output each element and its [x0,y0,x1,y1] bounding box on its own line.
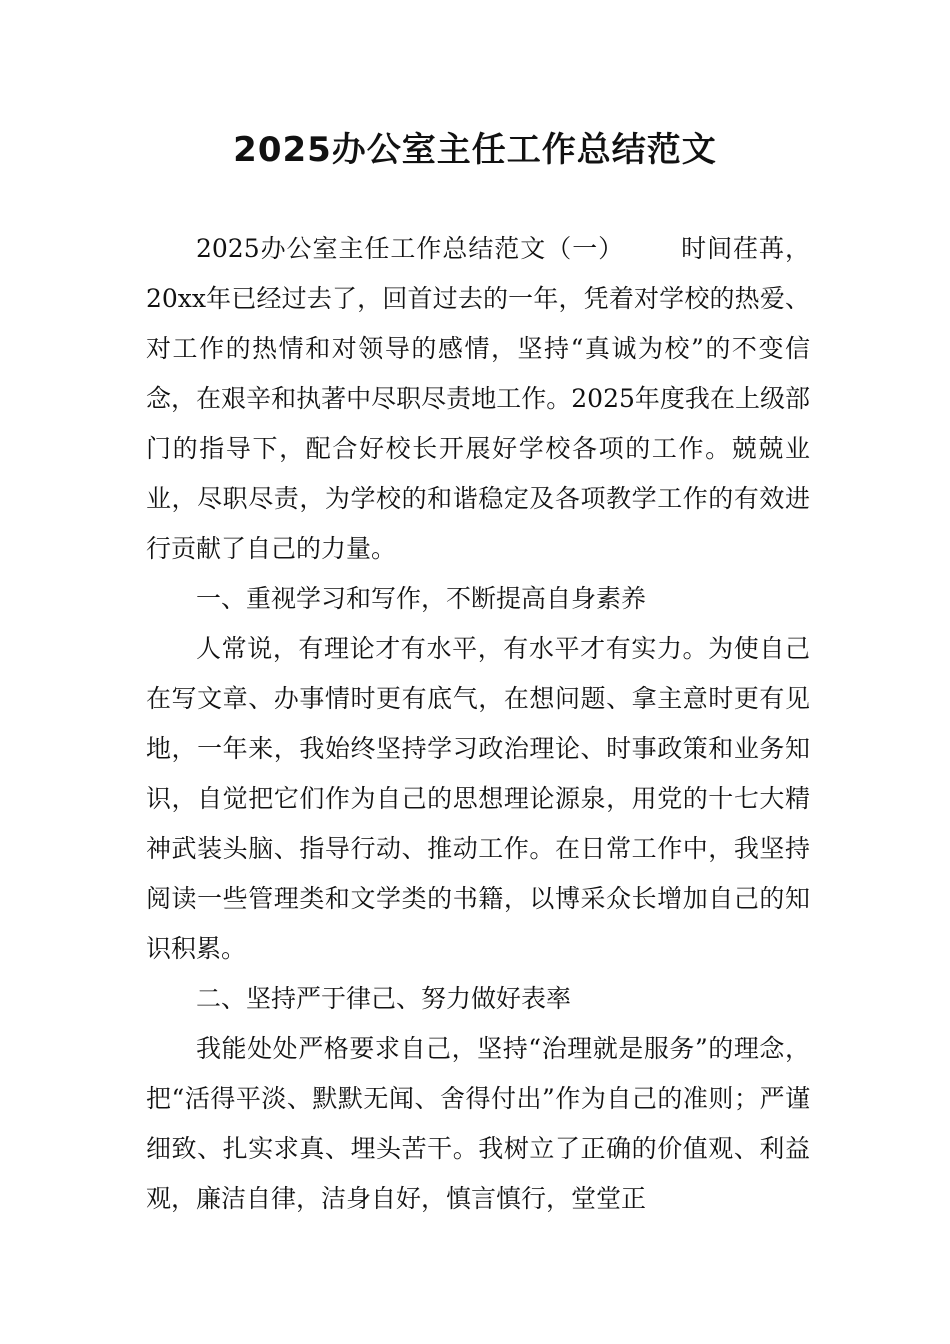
intro-heading: 2025办公室主任工作总结范文（一） [196,234,625,263]
paragraph-intro [146,224,810,574]
document-title: 2025办公室主任工作总结范文 [233,130,717,170]
paragraph-section-1: 人常说，有理论才有水平，有水平才有实力。为使自己在写文章、办事情时更有底气，在想问题、拿主意时更有见地，一年来，我始终坚持学习政治理论、时事政策和业务知识，自觉把它们作为自己的思想理论源泉，用党的十七大精神武装头脑、指导行动、推动工作。在日常工作中，我坚持阅读一些管理类和文学类的书籍，以博采众长增加自己的知识积累。 [146,634,810,963]
section-heading-2: 二、坚持严于律己、努力做好表率 [196,984,572,1013]
document-body [146,224,810,1224]
intro-text: 时间荏苒，20xx年已经过去了，回首过去的一年，凭着对学校的热爱、对工作的热情和对领导的感情，坚持“真诚为校”的不变信念，在艰辛和执著中尽职尽责地工作。2025年度我在上级部门的指导下，配合好校长开展好学校各项的工作。兢兢业业，尽职尽责，为学校的和谐稳定及各项教学工作的有效进行贡献了自己的力量。 [146,234,810,563]
section-heading-1: 一、重视学习和写作，不断提高自身素养 [196,584,647,613]
paragraph-section-2: 我能处处严格要求自己，坚持“治理就是服务”的理念，把“活得平淡、默默无闻、舍得付出”作为自己的准则；严谨细致、扎实求真、埋头苦干。我树立了正确的价值观、利益观，廉洁自律，洁身自好，慎言慎行，堂堂正 [146,1034,810,1213]
